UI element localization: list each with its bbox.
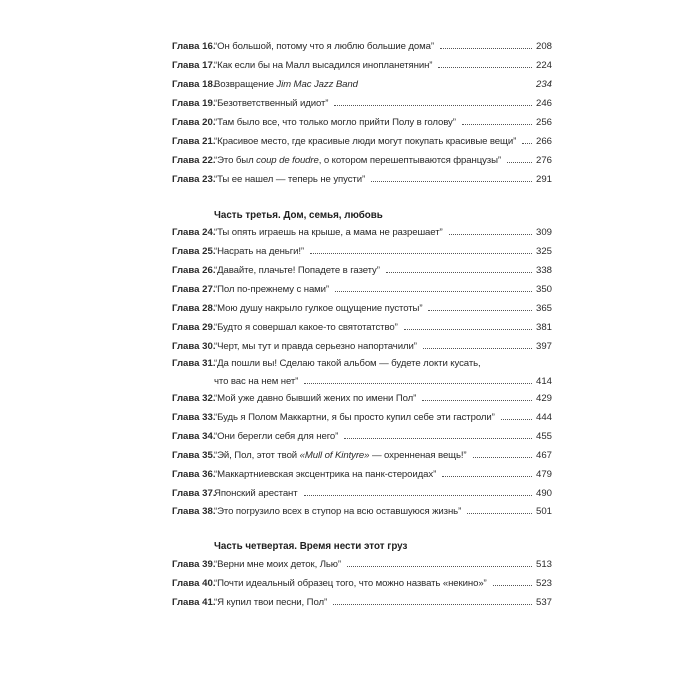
dot-leader <box>423 348 532 349</box>
page-number: 266 <box>535 136 552 147</box>
chapter-title: “Маккартниевская эксцентрика на панк-стероидах” <box>214 469 437 480</box>
toc-entry[interactable] <box>172 154 552 168</box>
page-number: 490 <box>535 488 552 499</box>
chapter-number: Глава 27. <box>172 284 216 295</box>
toc-entry[interactable] <box>172 116 552 130</box>
page-number: 537 <box>535 597 552 608</box>
chapter-title: “Верни мне моих деток, Лью” <box>214 559 341 570</box>
chapter-number: Глава 19. <box>172 98 216 109</box>
toc-entry[interactable] <box>172 173 552 187</box>
part-heading: Часть четвертая. Время нести этот груз <box>214 541 408 552</box>
toc-entry[interactable] <box>172 468 552 482</box>
dot-leader <box>347 566 532 567</box>
chapter-number: Глава 34. <box>172 431 216 442</box>
dot-leader <box>334 105 532 106</box>
dot-leader <box>440 48 532 49</box>
dot-leader <box>473 457 532 458</box>
chapter-title: “Он большой, потому что я люблю большие дома” <box>214 41 434 52</box>
chapter-number: Глава 25. <box>172 246 216 257</box>
toc-entry[interactable] <box>172 97 552 111</box>
dot-leader <box>438 67 532 68</box>
toc-entry[interactable] <box>172 78 552 92</box>
dot-leader <box>304 495 532 496</box>
chapter-number: Глава 28. <box>172 303 216 314</box>
dot-leader <box>467 513 532 514</box>
toc-entry[interactable] <box>172 505 552 519</box>
chapter-title-continuation: что вас на нем нет” <box>214 376 299 387</box>
chapter-title: “Насрать на деньги!” <box>214 246 305 257</box>
page-number: 291 <box>535 174 552 185</box>
page-number: 455 <box>535 431 552 442</box>
chapter-number: Глава 36. <box>172 469 216 480</box>
dot-leader <box>507 162 532 163</box>
chapter-title: “Это был coup de foudre, о котором перешептываются французы” <box>214 155 501 166</box>
toc-entry[interactable] <box>172 487 552 501</box>
chapter-title: “Там было все, что только могло прийти Полу в голову” <box>214 117 456 128</box>
dot-leader <box>522 143 532 144</box>
chapter-number: Глава 31. <box>172 358 216 369</box>
toc-entry[interactable] <box>172 302 552 316</box>
part-heading: Часть третья. Дом, семья, любовь <box>214 210 383 221</box>
page-number: 479 <box>535 469 552 480</box>
dot-leader <box>335 291 532 292</box>
chapter-number: Глава 29. <box>172 322 216 333</box>
chapter-title: “Мою душу накрыло гулкое ощущение пустоты” <box>214 303 423 314</box>
chapter-title: “Ты опять играешь на крыше, а мама не разрешает” <box>214 227 443 238</box>
chapter-number: Глава 32. <box>172 393 216 404</box>
toc-entry[interactable] <box>172 226 552 240</box>
dot-leader <box>462 124 532 125</box>
chapter-title: “Ты ее нашел — теперь не упусти” <box>214 174 366 185</box>
toc-entry[interactable] <box>172 135 552 149</box>
chapter-number: Глава 33. <box>172 412 216 423</box>
page-number: 350 <box>535 284 552 295</box>
chapter-title: “Будь я Полом Маккартни, я бы просто купил себе эти гастроли” <box>214 412 495 423</box>
dot-leader <box>501 419 532 420</box>
dot-leader <box>386 272 532 273</box>
chapter-title: “Красивое место, где красивые люди могут покупать красивые вещи” <box>214 136 517 147</box>
dot-leader <box>422 400 532 401</box>
chapter-title: “Эй, Пол, этот твой «Mull of Kintyre» — охренненая вещь!” <box>214 450 467 461</box>
dot-leader <box>493 585 532 586</box>
chapter-title: “Давайте, плачьте! Попадете в газету” <box>214 265 380 276</box>
page-number: 381 <box>535 322 552 333</box>
page-number: 429 <box>535 393 552 404</box>
page-number: 208 <box>535 41 552 52</box>
dot-leader <box>371 181 532 182</box>
chapter-number: Глава 35. <box>172 450 216 461</box>
page-number: 234 <box>535 79 552 90</box>
page-number: 338 <box>535 265 552 276</box>
chapter-number: Глава 24. <box>172 227 216 238</box>
toc-entry[interactable] <box>172 321 552 335</box>
dot-leader <box>428 310 532 311</box>
chapter-number: Глава 38. <box>172 506 216 517</box>
chapter-number: Глава 17. <box>172 60 216 71</box>
toc-entry[interactable] <box>172 558 552 572</box>
chapter-number: Глава 21. <box>172 136 216 147</box>
chapter-number: Глава 39. <box>172 559 216 570</box>
chapter-title: “Будто я совершал какое-то святотатство” <box>214 322 398 333</box>
dot-leader <box>304 383 532 384</box>
page-number: 501 <box>535 506 552 517</box>
toc-entry[interactable] <box>172 596 552 610</box>
chapter-number: Глава 30. <box>172 341 216 352</box>
toc-entry[interactable] <box>172 449 552 463</box>
chapter-title: “Почти идеальный образец того, что можно назвать «некино»” <box>214 578 487 589</box>
toc-entry[interactable] <box>172 392 552 406</box>
toc-entry[interactable] <box>172 59 552 73</box>
toc-entry[interactable] <box>172 40 552 54</box>
chapter-title: Возвращение Jim Mac Jazz Band <box>214 79 358 90</box>
toc-entry[interactable] <box>172 411 552 425</box>
dot-leader <box>310 253 532 254</box>
chapter-title: “Они берегли себя для него” <box>214 431 339 442</box>
dot-leader <box>449 234 532 235</box>
page-number: 246 <box>535 98 552 109</box>
chapter-title: “Да пошли вы! Сделаю такой альбом — будете локти кусать, <box>214 358 481 369</box>
chapter-number: Глава 16. <box>172 41 216 52</box>
toc-entry[interactable] <box>172 357 552 371</box>
chapter-title: “Безответственный идиот” <box>214 98 329 109</box>
toc-entry[interactable] <box>172 245 552 259</box>
page-number: 414 <box>535 376 552 387</box>
page-number: 256 <box>535 117 552 128</box>
page-number: 309 <box>535 227 552 238</box>
chapter-number: Глава 23. <box>172 174 216 185</box>
page-number: 397 <box>535 341 552 352</box>
toc-entry[interactable] <box>172 430 552 444</box>
chapter-number: Глава 37. <box>172 488 216 499</box>
chapter-title: Японский арестант <box>214 488 298 499</box>
chapter-number: Глава 18. <box>172 79 216 90</box>
chapter-number: Глава 26. <box>172 265 216 276</box>
chapter-number: Глава 41. <box>172 597 216 608</box>
chapter-title: “Как если бы на Малл высадился инопланетянин” <box>214 60 433 71</box>
page-number: 365 <box>535 303 552 314</box>
dot-leader <box>404 329 532 330</box>
chapter-number: Глава 40. <box>172 578 216 589</box>
toc-entry-continuation[interactable] <box>214 375 552 389</box>
dot-leader <box>442 476 532 477</box>
page-number: 467 <box>535 450 552 461</box>
toc-entry[interactable] <box>172 283 552 297</box>
chapter-title: “Я купил твои песни, Пол” <box>214 597 328 608</box>
chapter-title: “Мой уже давно бывший жених по имени Пол” <box>214 393 417 404</box>
page-number: 444 <box>535 412 552 423</box>
chapter-number: Глава 20. <box>172 117 216 128</box>
chapter-title: “Черт, мы тут и правда серьезно напортачили” <box>214 341 417 352</box>
dot-leader <box>344 438 532 439</box>
dot-leader <box>333 604 532 605</box>
page-number: 276 <box>535 155 552 166</box>
toc-entry[interactable] <box>172 264 552 278</box>
page-number: 325 <box>535 246 552 257</box>
page-number: 224 <box>535 60 552 71</box>
chapter-title: “Пол по-прежнему с нами” <box>214 284 330 295</box>
toc-entry[interactable] <box>172 577 552 591</box>
page-number: 513 <box>535 559 552 570</box>
chapter-title: “Это погрузило всех в ступор на всю оставшуюся жизнь” <box>214 506 462 517</box>
page-number: 523 <box>535 578 552 589</box>
chapter-number: Глава 22. <box>172 155 216 166</box>
toc-entry[interactable] <box>172 340 552 354</box>
